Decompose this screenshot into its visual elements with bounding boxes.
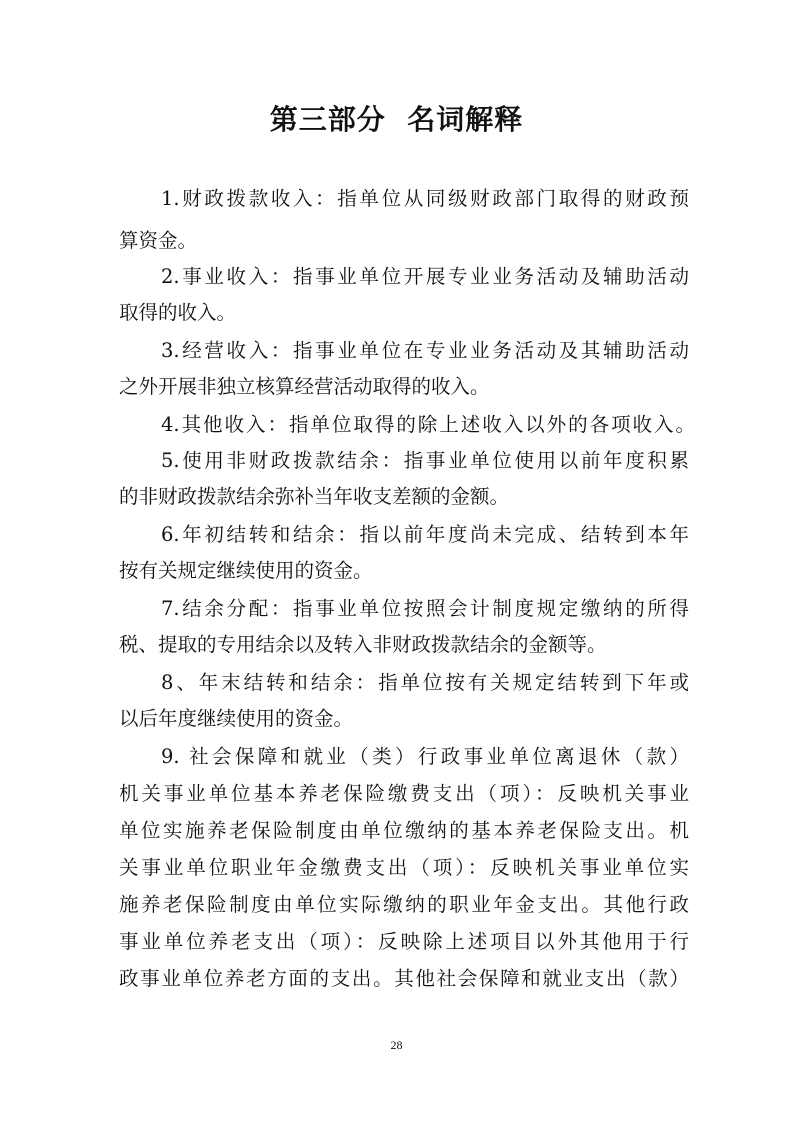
text-line: 政事业单位养老方面的支出。其他社会保障和就业支出（款）	[119, 967, 689, 990]
text-line: 机关事业单位基本养老保险缴费支出（项）：反映机关事业	[119, 782, 689, 805]
text-line: 单位实施养老保险制度由单位缴纳的基本养老保险支出。机	[119, 819, 689, 842]
page-number: 28	[390, 1038, 403, 1052]
text-line: 算资金。	[119, 229, 198, 252]
text-line: 的非财政拨款结余弥补当年收支差额的金额。	[119, 485, 510, 508]
text-line: 之外开展非独立核算经营活动取得的收入。	[119, 375, 490, 398]
text-line: 按有关规定继续使用的资金。	[119, 559, 373, 582]
text-line: 施养老保险制度由单位实际缴纳的职业年金支出。其他行政	[119, 893, 689, 916]
text-line: 税、提取的专用结余以及转入非财政拨款结余的金额等。	[119, 633, 607, 656]
text-line: 2.事业收入：指事业单位开展专业业务活动及辅助活动	[161, 265, 689, 288]
text-line: 事业单位养老支出（项）：反映除上述项目以外其他用于行	[119, 930, 689, 953]
text-line: 1.财政拨款收入：指单位从同级财政部门取得的财政预	[161, 187, 689, 210]
text-line: 8、年末结转和结余：指单位按有关规定结转到下年或	[161, 671, 689, 694]
text-line: 4.其他收入：指单位取得的除上述收入以外的各项收入。	[161, 413, 695, 436]
text-line: 取得的收入。	[119, 301, 237, 324]
text-line: 9. 社会保障和就业（类）行政事业单位离退休（款）	[161, 745, 689, 768]
text-line: 6.年初结转和结余：指以前年度尚未完成、结转到本年	[161, 523, 689, 546]
text-line: 7.结余分配：指事业单位按照会计制度规定缴纳的所得	[161, 597, 689, 620]
text-line: 关事业单位职业年金缴费支出（项）：反映机关事业单位实	[119, 856, 689, 879]
text-line: 3.经营收入：指事业单位在专业业务活动及其辅助活动	[161, 339, 689, 362]
text-line: 5.使用非财政拨款结余：指事业单位使用以前年度积累	[161, 449, 689, 472]
page-title: 第三部分 名词解释	[269, 103, 524, 136]
text-line: 以后年度继续使用的资金。	[119, 707, 354, 730]
